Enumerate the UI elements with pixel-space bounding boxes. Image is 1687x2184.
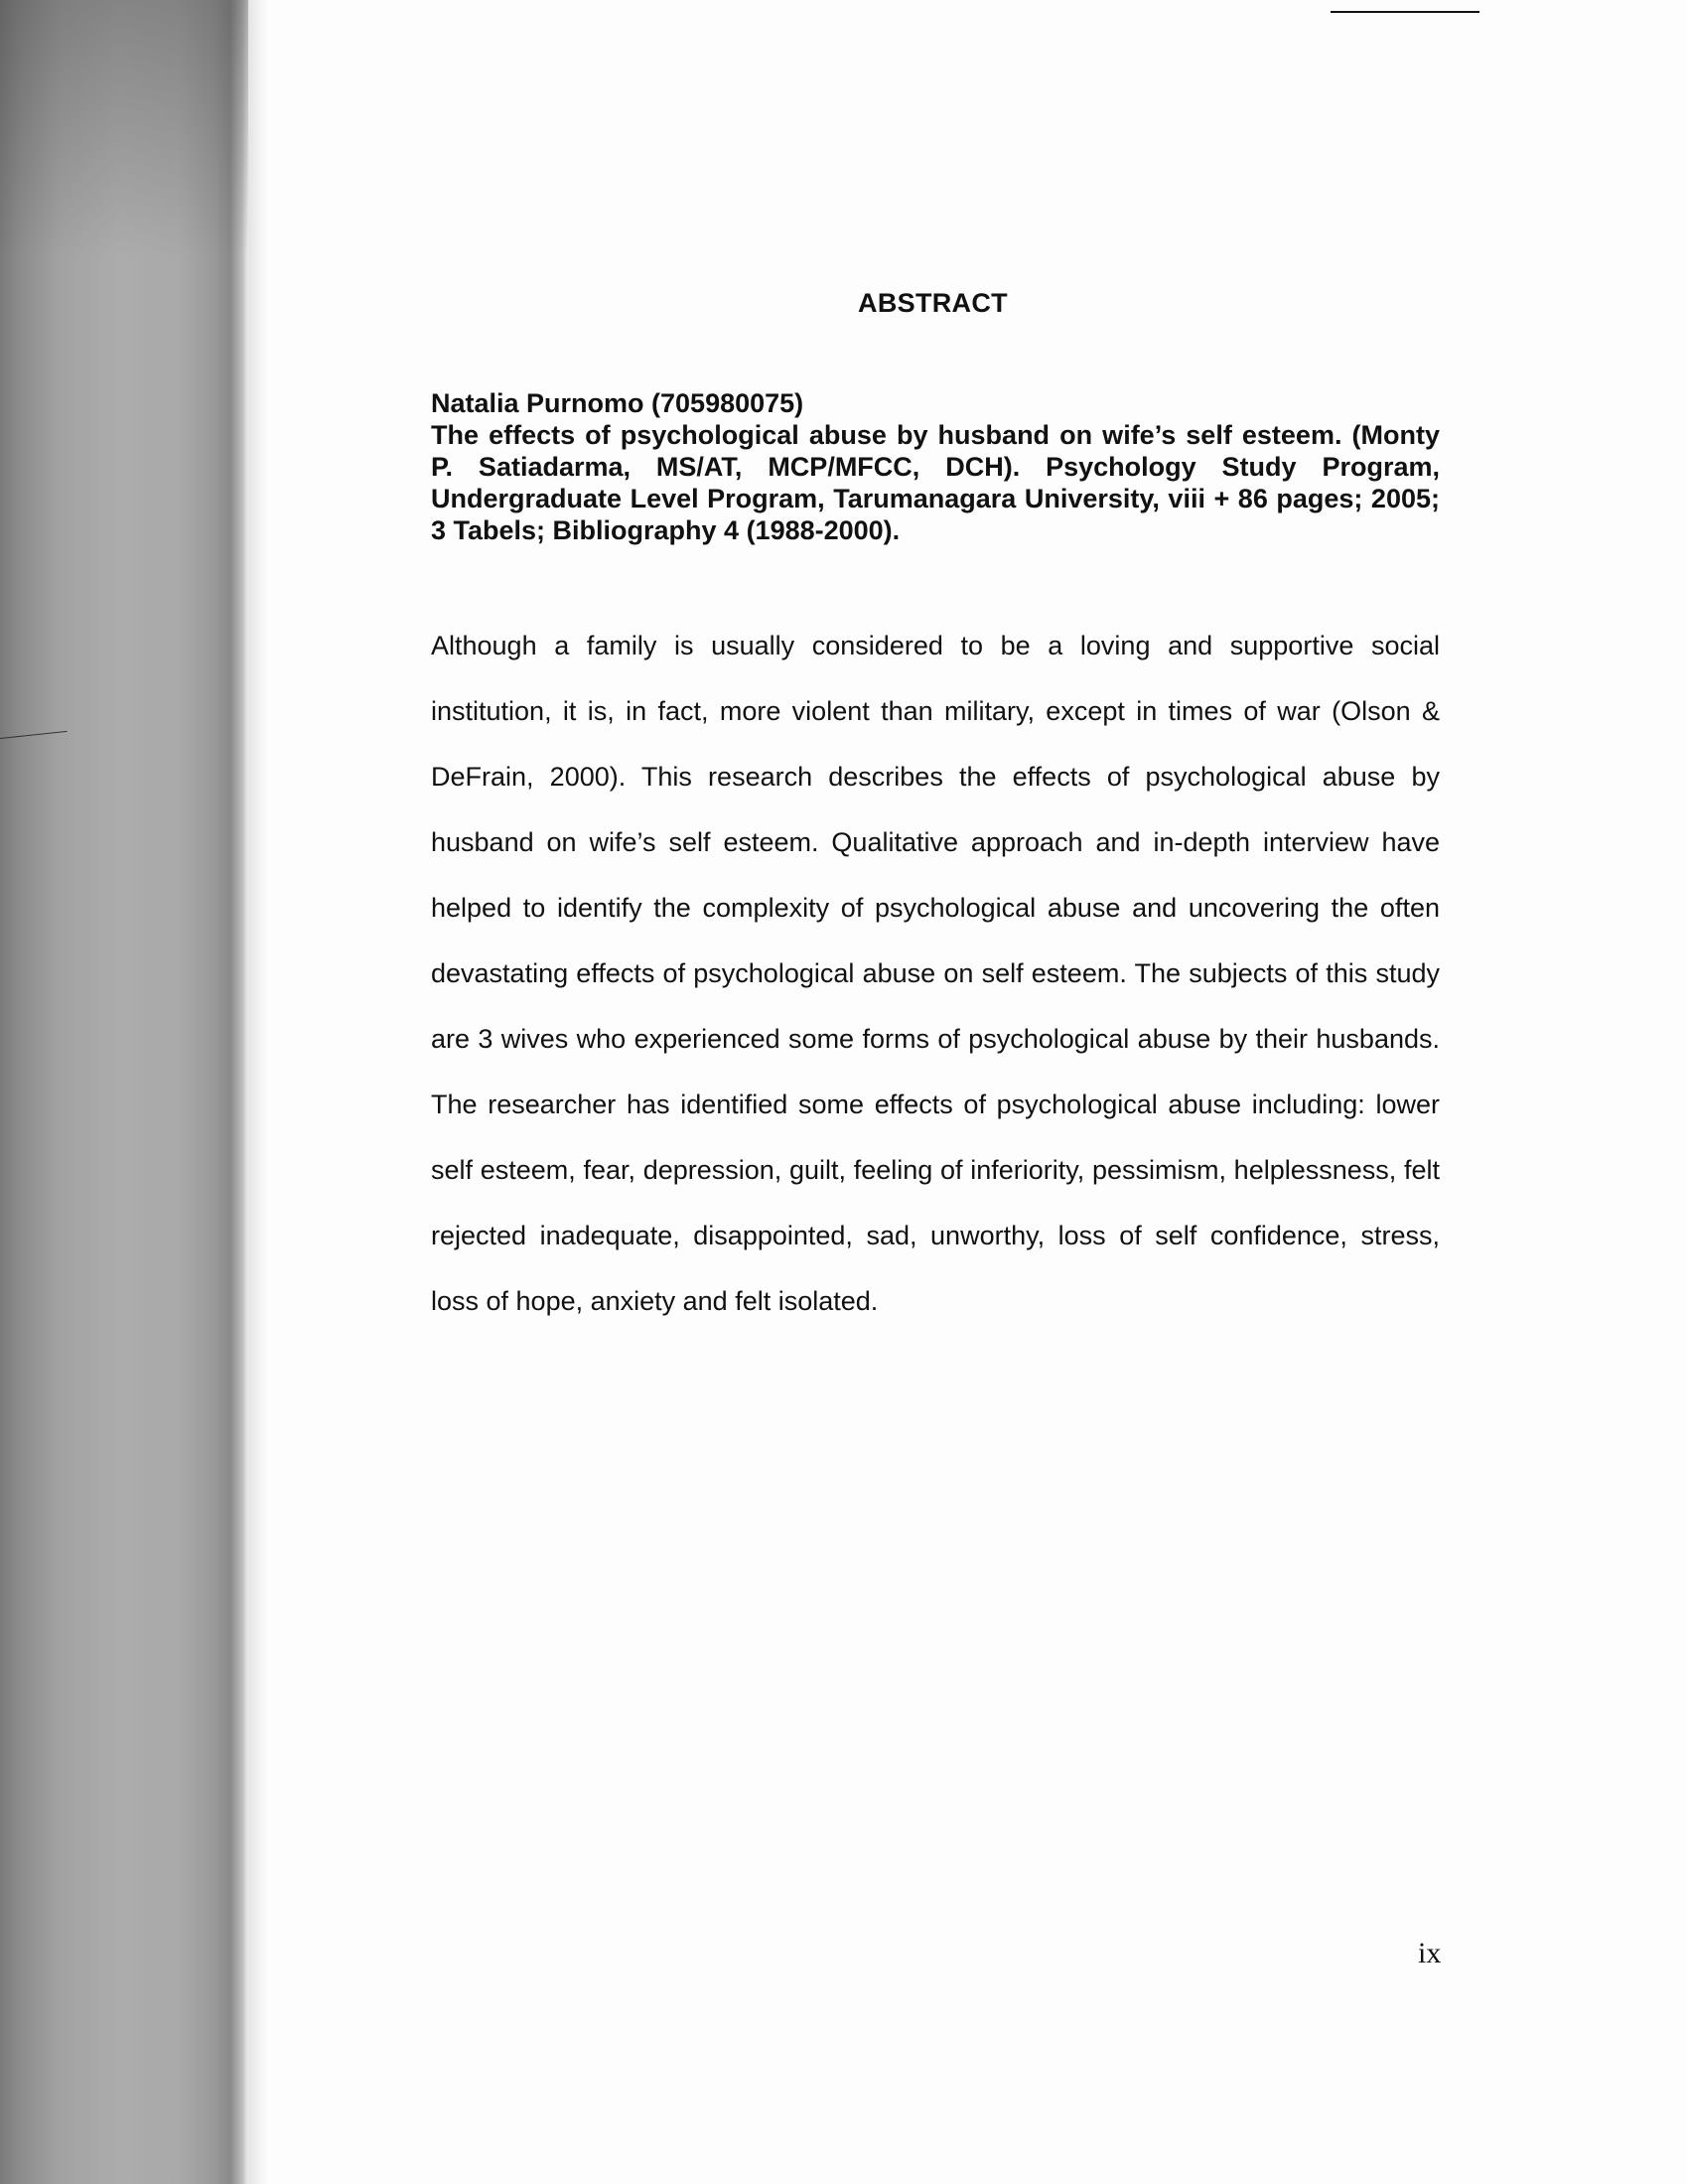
abstract-heading-text: ABSTRACT <box>858 288 1008 318</box>
abstract-heading <box>0 288 1687 319</box>
top-rule-line <box>1331 11 1479 13</box>
citation-details: The effects of psychological abuse by husband on wife’s self esteem. (Monty P. Satiadarma, MS/AT, MCP/MFCC, DCH). Psychology Study Program, Undergraduate Level Program, Tarumanagara University, viii + 86 pages; 2005; 3 Tabels; Bibliography 4 (1988-2000). <box>431 420 1440 545</box>
page-number: ix <box>1418 1937 1442 1969</box>
author-line: Natalia Purnomo (705980075) <box>431 388 804 418</box>
citation-block <box>431 387 1440 546</box>
abstract-body: Although a family is usually considered to be a loving and supportive social institution, it is, in fact, more violent than military, except in times of war (Olson & DeFrain, 2000). This research describes the effects of psychological abuse by husband on wife’s self esteem. Qualitative approach and in-depth interview have helped to identify the complexity of psychological abuse and uncovering the often devastating effects of psychological abuse on self esteem. The subjects of this study are 3 wives who experienced some forms of psychological abuse by their husbands. The researcher has identified some effects of psychological abuse including: lower self esteem, fear, depression, guilt, feeling of inferiority, pessimism, helplessness, felt rejected inadequate, disappointed, sad, unworthy, loss of self confidence, stress, loss of hope, anxiety and felt isolated. <box>431 631 1440 1316</box>
scan-binding-top-shade <box>0 0 248 258</box>
scan-binding-edge <box>248 0 268 2184</box>
scan-binding-shadow <box>0 0 248 2184</box>
